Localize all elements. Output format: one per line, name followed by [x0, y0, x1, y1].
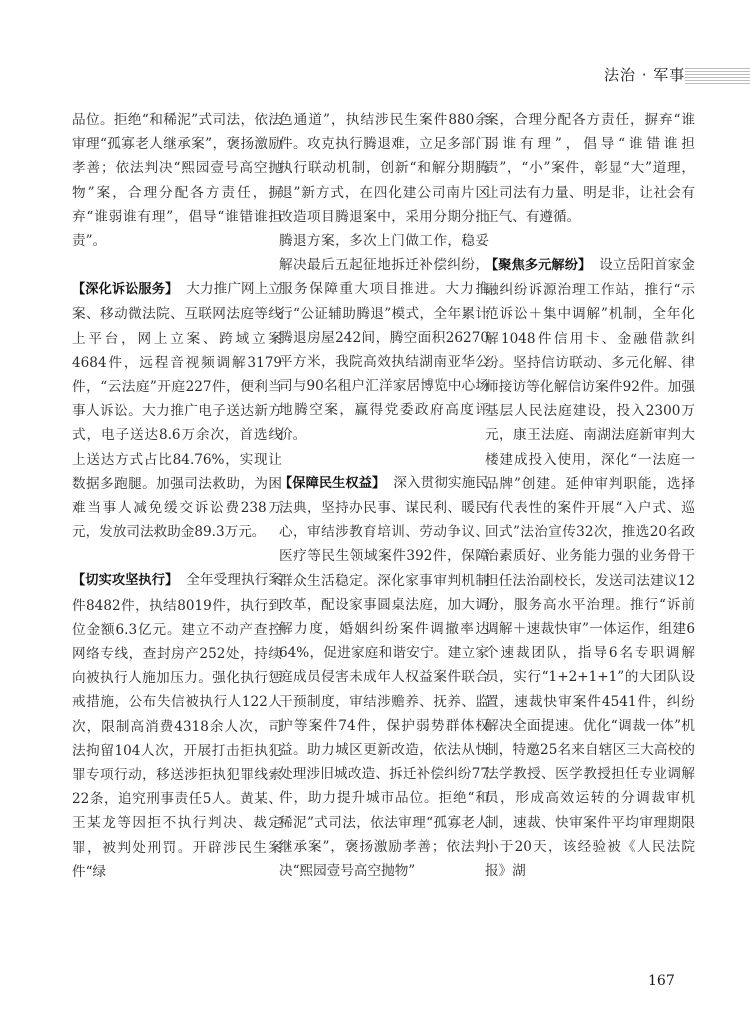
text-column-3 [485, 108, 695, 883]
text-column-1 [72, 108, 282, 884]
paragraph-text: 设立岳阳首家金融纠纷诉源治理工作站，推行“示范诉讼＋集中调解”机制，全年化解1048件信用卡、金融借款纠纷。坚持信访联动、多元化解、律师接访等化解信访案件92件。加强基层人民法庭建设，投入2300万元，康王法庭、南湖法庭新审判大楼建成投入使用，深化“一法庭一品牌”创建。延伸审判职能，选择有代表性的案件开展“入户式、巡回式”法治宣传32次，推选20名政治素质好、业务能力强的业务骨干担任法治副校长，发送司法建议12份，服务高水平治理。推行“诉前调解＋速裁快审”一体运作，组建6个速裁团队，指导6名专职调解员，实行“1+2+1+1”的大团队设置，速裁快审案件4541件，纠纷解决全面提速。优化“调裁一体”机制，特邀25名来自辖区三大高校的法学教授、医学教授担任专业调解员，形成高效运转的分调裁审机制，速裁、快审案件平均审理期限小于20天，该经验被《人民法院报》湖 [485, 257, 696, 880]
paragraph-heading: 【深化诉讼服务】 [72, 282, 179, 298]
paragraph-text: 色通道”，执结涉民生案件880余件。攻克执行腾退难，立足多部门执行联动机制，创新“和解分期腾退”新方式，在四化建公司南片区改造项目腾退案中，采用分期分批腾退方案，多次上门做工作，稳妥解决最后五起征地拆迁补偿纠纷，服务保障重大项目推进。大力推行“公证辅助腾退”模式，全年累计腾退房屋242间，腾空面积26270平方米，我院高效执结湖南亚华公司与90名租户汇洋家居博览中心场地腾空案，赢得党委政府高度评价。 [279, 112, 489, 443]
paragraph-text: 全年受理执行案件8482件，执结8019件，执行到位金额6.3亿元。建立不动产查控网络专线，查封房产252处，持续向被执行人施加压力。强化执行惩戒措施，公布失信被执行人122人次，限制高消费4318余人次，司法拘留104人次，开展打击拒执犯罪专项行动，移送涉拒执犯罪线索22条，追究刑事责任5人。黄某、王某龙等因拒不执行判决、裁定罪，被判处刑罚。开辟涉民生案件“绿 [72, 572, 283, 880]
text-column-2 [279, 108, 489, 883]
paragraph-heading: 【聚焦多元解纷】 [485, 258, 592, 274]
paragraph-text: 案，合理分配各方责任，摒弃“谁弱谁有理”，倡导“谁错谁担责”，“小”案件，彰显“大”道理，让司法有力量、明是非，让社会有正气、有遵循。 [485, 112, 695, 225]
paragraph [485, 108, 695, 229]
paragraph-text: 品位。拒绝“和稀泥”式司法，依法审理“孤寡老人继承案”，褒扬激励孝善；依法判决“熙园壹号高空抛物”案，合理分配各方责任，摒弃“谁弱谁有理”，倡导“谁错谁担责”。 [72, 112, 282, 250]
paragraph-heading: 【保障民生权益】 [279, 475, 386, 491]
page-number: 167 [648, 973, 675, 989]
header-stripes-decoration [685, 68, 750, 84]
paragraph [485, 253, 695, 883]
paragraph [279, 108, 489, 447]
page-header [0, 0, 750, 90]
paragraph [72, 568, 282, 884]
paragraph [279, 471, 489, 883]
paragraph [72, 108, 282, 253]
paragraph-heading: 【切实攻坚执行】 [72, 573, 179, 589]
paragraph [72, 277, 282, 544]
section-tag: 法治 · 军事 [604, 66, 686, 84]
paragraph-text: 深入贯彻实施民法典，坚持办民事、谋民利、暖民心，审结涉教育培训、劳动争议、医疗等民生领域案件392件，保障群众生活稳定。深化家事审判机制改革，配设家事圆桌法庭，加大调解力度，婚姻纠纷案件调撤率达64%，促进家庭和谐安宁。建立家庭成员侵害未成年人权益案件联合干预制度，审结涉赡养、抚养、监护等案件74件，保护弱势群体权益。助力城区更新改造，依法从快处理涉旧城改造、拆迁补偿纠纷77件，助力提升城市品位。拒绝“和稀泥”式司法，依法审理“孤寡老人继承案”，褒扬激励孝善；依法判决“熙园壹号高空抛物” [279, 474, 490, 880]
paragraph-text: 大力推广网上立案、移动微法院、互联网法庭等线上平台，网上立案、跨域立案4684件，远程音视频调解3179件，“云法庭”开庭227件，便利当事人诉讼。大力推广电子送达新方式，电子送达8.6万余次，首选线上送达方式占比84.76%，实现让数据多跑腿。加强司法救助，为困难当事人减免缓交诉讼费238万元，发放司法救助金89.3万元。 [72, 281, 283, 541]
